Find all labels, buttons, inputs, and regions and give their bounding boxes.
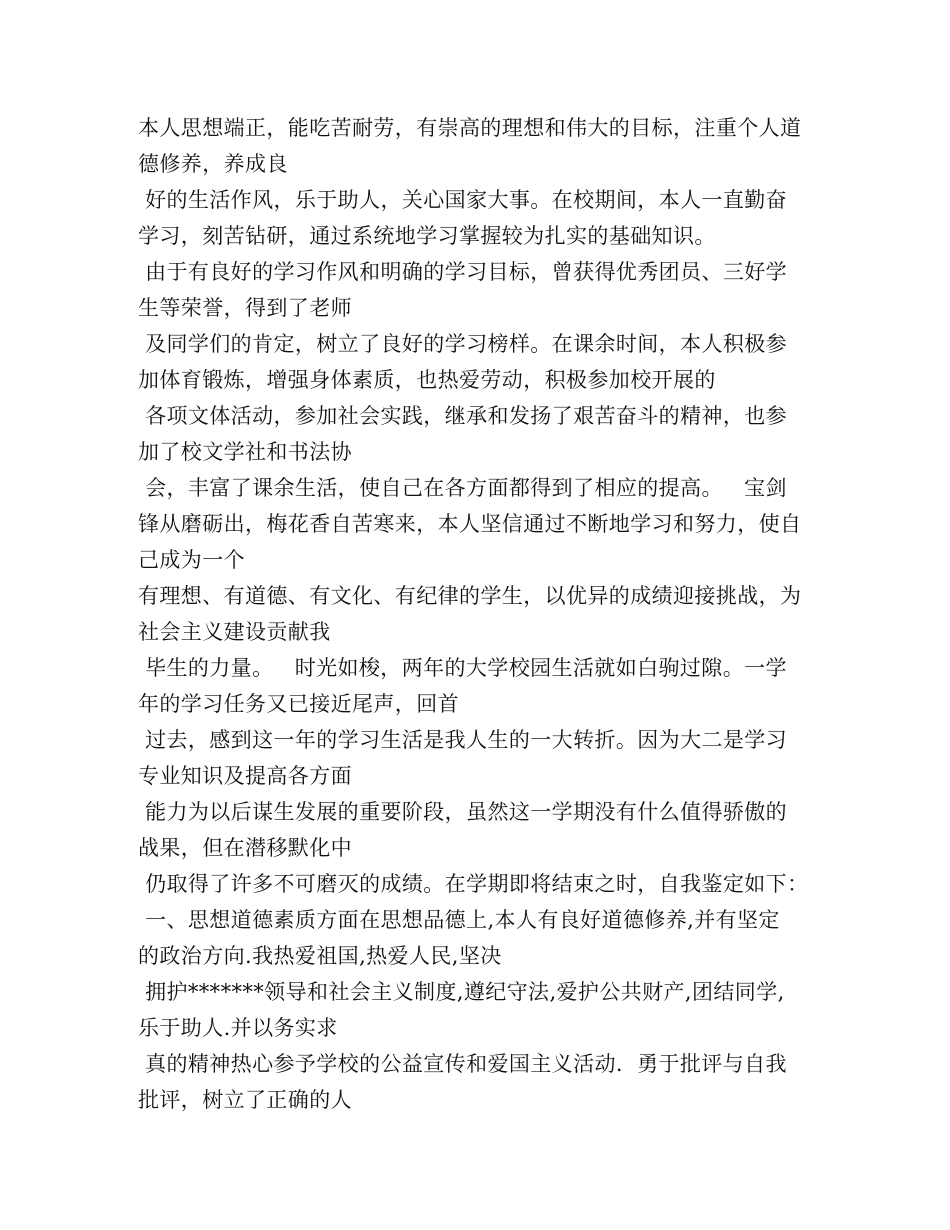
text-line: 有理想、有道德、有文化、有纪律的学生，以优异的成绩迎接挑战，为 [138, 584, 802, 608]
text-line: 专业知识及提高各方面 [138, 764, 352, 788]
text-line: 社会主义建设贡献我 [138, 620, 331, 644]
text-line: 一、思想道德素质方面在思想品德上,本人有良好道德修养,并有坚定 [138, 908, 780, 932]
text-line: 仍取得了许多不可磨灭的成绩。在学期即将结束之时，自我鉴定如下： [138, 872, 809, 896]
text-line: 批评，树立了正确的人 [138, 1088, 352, 1112]
text-line: 加了校文学社和书法协 [138, 440, 352, 464]
text-line: 生等荣誉，得到了老师 [138, 296, 352, 320]
text-line: 德修养，养成良 [138, 152, 288, 176]
text-line: 能力为以后谋生发展的重要阶段，虽然这一学期没有什么值得骄傲的 [138, 800, 788, 824]
text-line: 本人思想端正，能吃苦耐劳，有崇高的理想和伟大的目标，注重个人道 [138, 116, 802, 140]
text-line: 毕生的力量。 时光如梭，两年的大学校园生活就如白驹过隙。一学 [138, 656, 787, 680]
text-line: 拥护*******领导和社会主义制度,遵纪守法,爱护公共财产,团结同学, [138, 980, 785, 1004]
text-line: 学习，刻苦钻研，通过系统地学习掌握较为扎实的基础知识。 [138, 224, 716, 248]
text-line: 好的生活作风，乐于助人，关心国家大事。在校期间，本人一直勤奋 [138, 188, 788, 212]
text-line: 锋从磨砺出，梅花香自苦寒来，本人坚信通过不断地学习和努力，使自 [138, 512, 802, 536]
text-line: 过去，感到这一年的学习生活是我人生的一大转折。因为大二是学习 [138, 728, 788, 752]
text-line: 的政治方向.我热爱祖国,热爱人民,坚决 [138, 944, 502, 968]
text-line: 由于有良好的学习作风和明确的学习目标，曾获得优秀团员、三好学 [138, 260, 788, 284]
text-line: 各项文体活动，参加社会实践，继承和发扬了艰苦奋斗的精神，也参 [138, 404, 788, 428]
text-line: 战果，但在潜移默化中 [138, 836, 352, 860]
text-line: 己成为一个 [138, 548, 245, 572]
text-line: 乐于助人.并以务实求 [138, 1016, 338, 1040]
text-line: 会，丰富了课余生活，使自己在各方面都得到了相应的提高。 宝剑 [138, 476, 787, 500]
text-line: 及同学们的肯定，树立了良好的学习榜样。在课余时间，本人积极参 [138, 332, 788, 356]
document-body [138, 110, 818, 1118]
text-line: 加体育锻炼，增强身体素质，也热爱劳动，积极参加校开展的 [138, 368, 716, 392]
text-line: 年的学习任务又已接近尾声，回首 [138, 692, 459, 716]
text-line: 真的精神热心参予学校的公益宣传和爱国主义活动. 勇于批评与自我 [138, 1052, 787, 1076]
